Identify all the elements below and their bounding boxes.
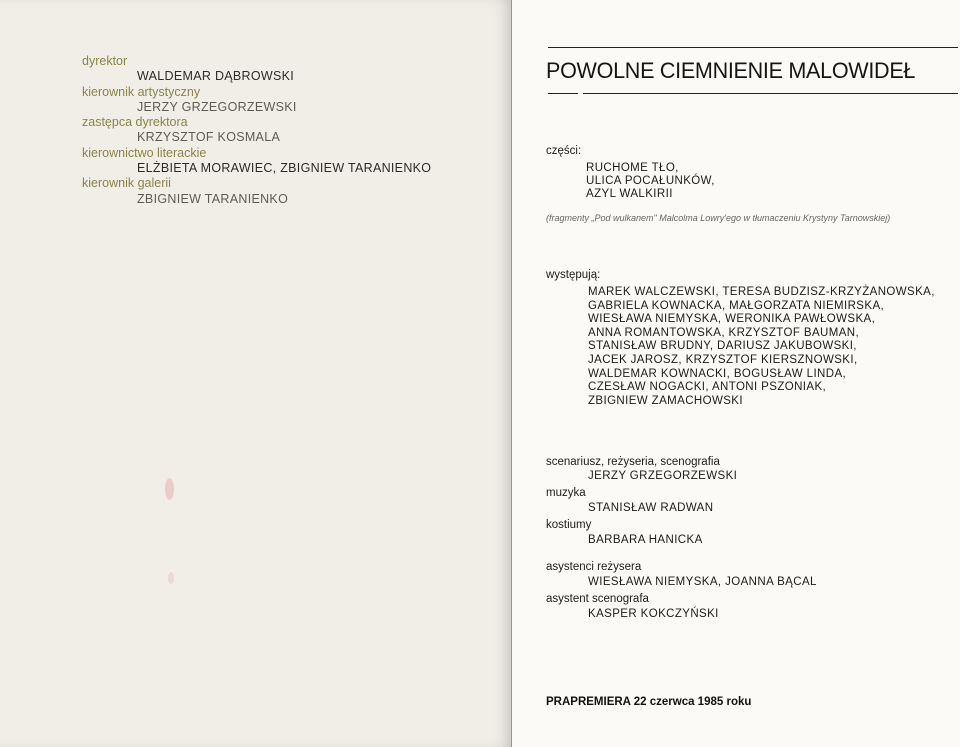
crew-role: scenariusz, reżyseria, scenografia: [546, 456, 720, 468]
stain-mark: [165, 478, 174, 500]
title-rule: [548, 93, 578, 94]
credit-name: [82, 100, 431, 115]
part-item: ULICA POCAŁUNKÓW,: [586, 175, 715, 188]
cast-label: występują:: [546, 269, 601, 281]
crew-name: WIESŁAWA NIEMYSKA, JOANNA BĄCAL: [588, 576, 817, 588]
credit-name: [82, 69, 431, 84]
crew-name: STANISŁAW RADWAN: [588, 502, 714, 514]
title-rule: [583, 93, 958, 94]
credit-name-text: ELŻBIETA MORAWIEC, ZBIGNIEW TARANIENKO: [137, 161, 432, 176]
play-title: POWOLNE CIEMNIENIE MALOWIDEŁ: [546, 58, 916, 83]
cast-line: CZESŁAW NOGACKI, ANTONI PSZONIAK,: [588, 381, 827, 394]
part-item: AZYL WALKIRII: [586, 188, 673, 201]
credit-role: dyrektor: [82, 54, 128, 68]
credit-name: [82, 161, 431, 176]
credit-name-text: WALDEMAR DĄBROWSKI: [137, 69, 295, 84]
credit-name: [82, 130, 431, 145]
cast-line: MAREK WALCZEWSKI, TERESA BUDZISZ-KRZYŻANOWSKA,: [588, 286, 935, 298]
parts-label: części:: [546, 145, 582, 157]
credit-name: [82, 192, 431, 207]
credit-role: kierownik galerii: [82, 176, 171, 191]
crew-name: BARBARA HANICKA: [588, 534, 703, 546]
stain-mark: [168, 572, 174, 584]
part-item: RUCHOME TŁO,: [586, 162, 679, 174]
cast-line: WALDEMAR KOWNACKI, BOGUSŁAW LINDA,: [588, 367, 847, 380]
crew-name: KASPER KOKCZYŃSKI: [588, 608, 719, 620]
crew-role: kostiumy: [546, 519, 592, 531]
credit-name-text: ZBIGNIEW TARANIENKO: [137, 191, 289, 206]
cast-line: WIESŁAWA NIEMYSKA, WERONIKA PAWŁOWSKA,: [588, 313, 876, 326]
cast-line: ANNA ROMANTOWSKA, KRZYSZTOF BAUMAN,: [588, 326, 860, 339]
cast-line: JACEK JAROSZ, KRZYSZTOF KIERSZNOWSKI,: [588, 353, 858, 366]
title-rule: [548, 47, 958, 48]
crew-name: JERZY GRZEGORZEWSKI: [588, 470, 738, 482]
credit-name-text: JERZY GRZEGORZEWSKI: [137, 99, 297, 114]
parts-list: [586, 162, 715, 202]
cast-line: STANISŁAW BRUDNY, DARIUSZ JAKUBOWSKI,: [588, 340, 857, 353]
premiere-date: PRAPREMIERA 22 czerwca 1985 roku: [546, 696, 752, 708]
source-note: (fragmenty „Pod wulkanem" Malcolma Lowry'ego w tłumaczeniu Krystyny Tarnowskiej): [546, 213, 891, 223]
credit-name-text: KRZYSZTOF KOSMALA: [137, 130, 281, 145]
credit-role: zastępca dyrektora: [82, 115, 188, 130]
cast-list: [588, 286, 935, 408]
credit-role: kierownik artystyczny: [82, 84, 201, 99]
credit-role: kierownictwo literackie: [82, 145, 207, 160]
crew-role: muzyka: [546, 487, 586, 499]
cast-line: ZBIGNIEW ZAMACHOWSKI: [588, 394, 743, 407]
theatre-credits: [82, 54, 431, 207]
cast-line: GABRIELA KOWNACKA, MAŁGORZATA NIEMIRSKA,: [588, 299, 885, 312]
crew-role: asystent scenografa: [546, 593, 649, 605]
crew-role: asystenci reżysera: [546, 561, 642, 573]
